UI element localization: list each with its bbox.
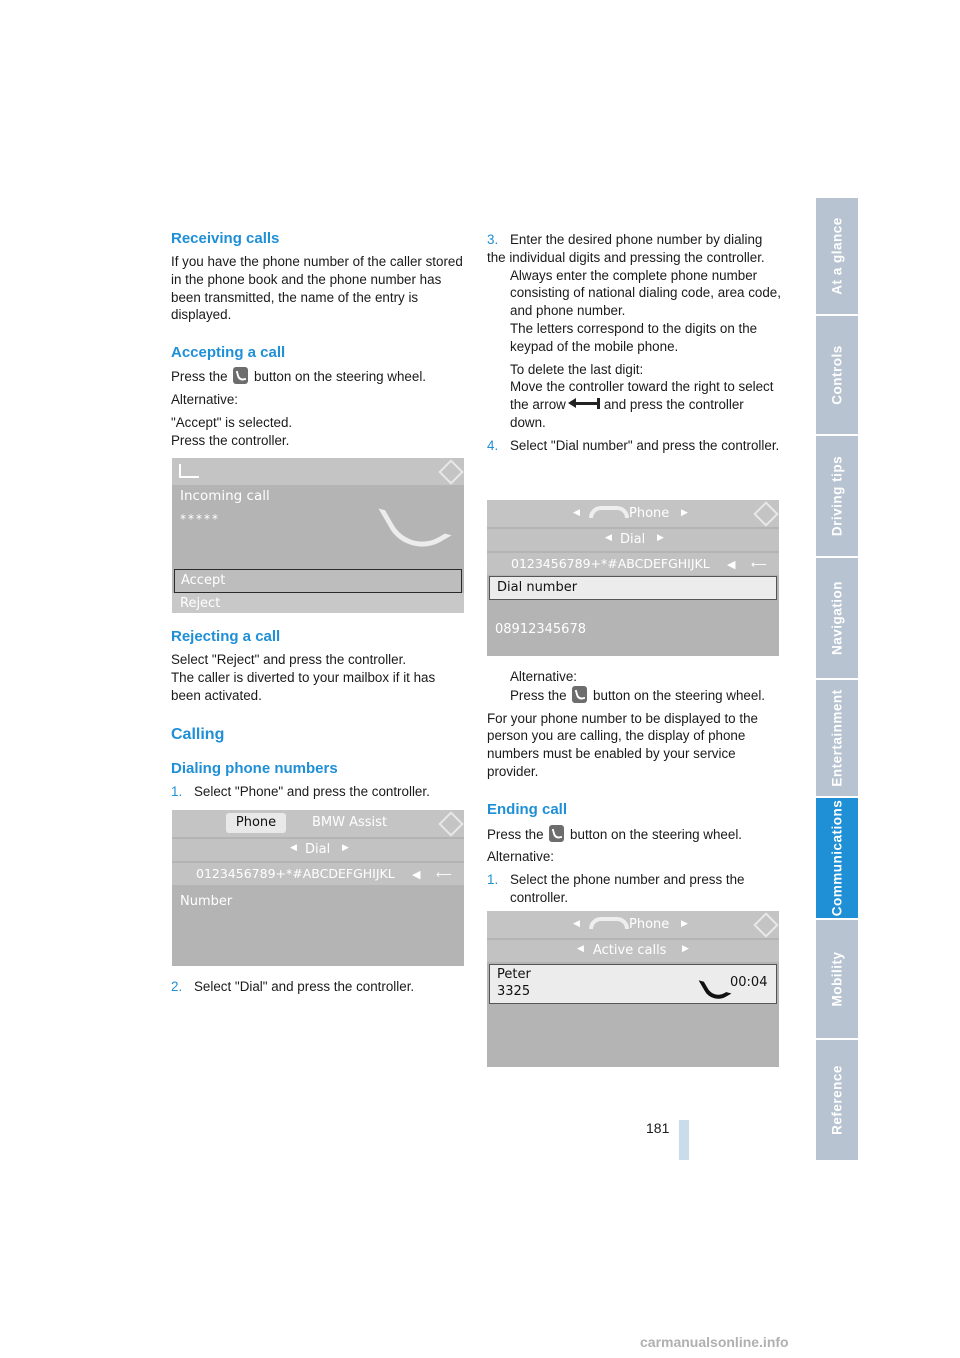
ending-call-heading: Ending call: [487, 800, 568, 818]
handset-icon: [698, 969, 731, 1004]
dial-label[interactable]: Dial: [305, 842, 331, 857]
caller-name: Peter: [497, 967, 531, 982]
rejecting-call-heading: Rejecting a call: [171, 628, 281, 645]
footer-watermark: carmanualsonline.info: [640, 1334, 789, 1350]
step-text: Select "Dial number" and press the controller.: [510, 437, 780, 453]
caller-number: 3325: [497, 984, 531, 999]
delete-arrow-icon[interactable]: ⟵: [751, 558, 767, 571]
dial-number-screen: [487, 500, 779, 656]
left-column-2: [171, 628, 466, 806]
reject-label: Reject: [180, 596, 221, 611]
sidebar-tab-reference[interactable]: [816, 1040, 858, 1160]
sidebar-tab-communications[interactable]: [816, 798, 858, 918]
sidebar-tab-driving-tips[interactable]: [816, 436, 858, 556]
phone-left-arrow: ◀: [573, 508, 580, 518]
text: Press the: [510, 687, 567, 703]
step-3-b: Always enter the complete phone number consisting of national dialing code, area code, and phone number.: [510, 267, 781, 319]
back-icon: [179, 464, 199, 478]
handset-icon: [378, 484, 451, 561]
number-keypad-row[interactable]: 0123456789+*#ABCDEFGHIJKL: [196, 866, 395, 881]
alternative-press: [487, 686, 782, 705]
dial-left-arrow: ◀: [290, 843, 297, 853]
step-3-e: [487, 378, 782, 431]
dial-number-label: Dial number: [497, 580, 578, 595]
calling-heading: Calling: [171, 726, 225, 744]
right-column: [487, 231, 782, 460]
rejecting-text-1: Select "Reject" and press the controller.: [171, 652, 407, 667]
phone-button-icon: [233, 367, 248, 384]
text: button on the steering wheel.: [570, 826, 743, 842]
accepting-call-press: [171, 367, 466, 386]
step-text: Select the phone number and press the controller.: [510, 872, 745, 905]
phone-title: Phone: [629, 917, 670, 932]
caller-id: *****: [180, 512, 220, 526]
dial-right-arrow: ▶: [342, 843, 349, 853]
step-2: [171, 978, 466, 996]
sidebar-tab-label: Reference: [829, 1065, 845, 1135]
sub-right-arrow: ▶: [682, 944, 689, 954]
ending-alternative: Alternative:: [487, 849, 554, 865]
press-controller-text: Press the controller.: [171, 432, 290, 448]
step-text: Select "Phone" and press the controller.: [194, 784, 430, 800]
text: Move the controller toward the right to select the arrow: [510, 379, 774, 413]
step-3-c: The letters correspond to the digits on the keypad of the mobile phone.: [510, 320, 758, 354]
left-column: [171, 230, 466, 454]
sidebar-tab-label: Controls: [829, 345, 845, 405]
accepting-call-heading: Accepting a call: [171, 344, 286, 362]
tab-bmw-assist[interactable]: BMW Assist: [312, 815, 388, 830]
text: button on the steering wheel.: [254, 369, 427, 385]
tab-phone[interactable]: Phone: [226, 813, 286, 833]
active-call-screen: [487, 911, 779, 1067]
sidebar-tab-label: Communications: [829, 799, 845, 917]
cursor-left-icon[interactable]: ◀: [412, 868, 421, 881]
sidebar-tab-label: Navigation: [829, 580, 845, 656]
step-number: 1.: [171, 784, 183, 800]
text: and press the controller down.: [510, 397, 744, 430]
phone-left-arrow: ◀: [573, 919, 580, 929]
number-keypad-row[interactable]: 0123456789+*#ABCDEFGHIJKL: [511, 556, 710, 571]
alternative-label: Alternative:: [510, 669, 577, 684]
step-1: [171, 783, 466, 801]
step-number: 4.: [487, 437, 499, 453]
dial-right-arrow: ▶: [657, 533, 664, 543]
sidebar-tab-mobility[interactable]: [816, 920, 858, 1038]
reject-option[interactable]: [172, 593, 464, 613]
text: Press the: [171, 369, 228, 385]
accept-option[interactable]: [174, 569, 462, 593]
delete-arrow-icon[interactable]: ⟵: [436, 868, 452, 881]
dialing-heading: Dialing phone numbers: [171, 760, 338, 778]
accept-label: Accept: [181, 573, 226, 588]
sidebar-tab-label: Mobility: [829, 951, 845, 1007]
step-text: Enter the desired phone number by dialing the individual digits and pressing the controller.: [487, 232, 765, 265]
handset-small-icon: [589, 917, 629, 929]
sidebar-tab-entertainment[interactable]: [816, 680, 858, 796]
page-number-bar: [679, 1120, 689, 1160]
text: button on the steering wheel.: [593, 687, 766, 703]
page-number: 181: [646, 1120, 670, 1136]
phone-menu-screen: [172, 810, 464, 966]
dial-number-option[interactable]: [489, 576, 777, 600]
alternative-label: Alternative:: [171, 391, 238, 407]
active-calls-label[interactable]: Active calls: [593, 943, 667, 958]
receiving-calls-text: If you have the phone number of the caller stored in the phone book and the phone number has been transmitted, the name of the entry is displayed.: [171, 254, 463, 323]
step-3-d: To delete the last digit:: [510, 361, 644, 377]
step-number: 2.: [171, 979, 183, 994]
sidebar-tab-label: At a glance: [829, 217, 845, 295]
phone-right-arrow: ▶: [681, 508, 688, 518]
receiving-calls-heading: Receiving calls: [171, 230, 280, 247]
phone-right-arrow: ▶: [681, 919, 688, 929]
entered-number: 08912345678: [495, 622, 586, 637]
incoming-call-screen: [172, 458, 464, 613]
text: Press the: [487, 826, 544, 842]
accept-selected-text: "Accept" is selected.: [171, 414, 293, 430]
rejecting-text-2: The caller is diverted to your mailbox if it has been activated.: [171, 669, 436, 703]
ending-press: [487, 825, 782, 844]
step-number: 1.: [487, 872, 499, 888]
handset-small-icon: [589, 506, 629, 518]
dial-left-arrow: ◀: [605, 533, 612, 543]
sidebar-tab-label: Driving tips: [829, 455, 845, 537]
sub-left-arrow: ◀: [577, 944, 584, 954]
step-number: 3.: [487, 232, 499, 247]
back-arrow-icon: [568, 398, 602, 410]
active-call-entry[interactable]: [489, 964, 777, 1004]
right-column-2: [487, 668, 782, 912]
sidebar-tab-at-a-glance[interactable]: [816, 198, 858, 314]
sidebar-tab-label: Entertainment: [829, 689, 845, 787]
sidebar-tab-navigation[interactable]: [816, 558, 858, 678]
step-text: Select "Dial" and press the controller.: [194, 979, 415, 994]
cursor-left-icon[interactable]: ◀: [727, 558, 736, 571]
incoming-call-title: Incoming call: [180, 488, 270, 504]
phone-title: Phone: [629, 506, 670, 521]
number-label: Number: [180, 894, 233, 909]
phone-button-icon: [572, 686, 587, 703]
sidebar-tab-controls[interactable]: [816, 316, 858, 434]
phone-button-icon: [549, 825, 564, 842]
dial-label[interactable]: Dial: [620, 532, 646, 547]
display-text: For your phone number to be displayed to the person you are calling, the display of phone numbers must be enabled by your service provider.: [487, 710, 758, 779]
call-duration: 00:04: [730, 975, 768, 990]
